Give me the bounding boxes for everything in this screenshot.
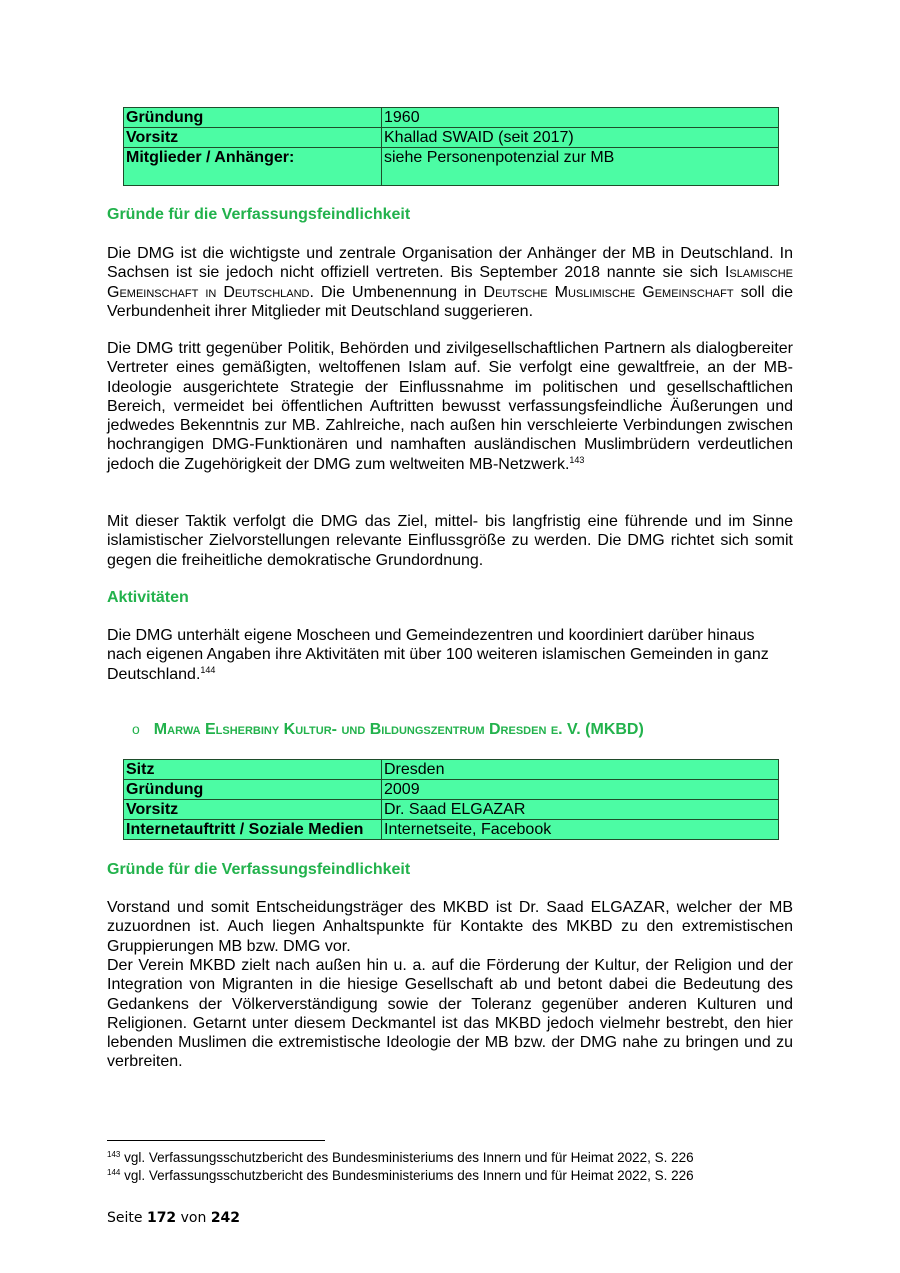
org-abbr: (MKBD) (580, 721, 644, 738)
table-row (124, 780, 779, 800)
row-label: Sitz (124, 760, 382, 780)
row-label: Vorsitz (124, 128, 382, 148)
row-value: siehe Personenpotenzial zur MB (382, 148, 779, 186)
paragraph (107, 339, 793, 474)
footnote-reference: 143 (569, 454, 585, 465)
row-label: Gründung (124, 780, 382, 800)
current-page: 172 (146, 1210, 177, 1226)
paragraph (107, 244, 793, 321)
table-row (124, 128, 779, 148)
footnote-divider (107, 1140, 325, 1141)
org-name-smallcaps: Deutsche Muslimische Gemeinschaft (483, 283, 734, 301)
paragraph: Der Verein MKBD zielt nach außen hin u. a. auf die Förderung der Kultur, der Religion und der Integration von Migranten in die hiesige Gesellschaft ab und betont dabei die Bedeutung des Gedankens der Völkerverständigung sowie der Toleranz gegenüber anderen Kulturen und Religionen. Getarnt unter diesem Deckmantel ist das MKBD jedoch vielmehr bestrebt, den hier lebenden Muslimen die extremistische Ideologie der MB bzw. der DMG nahe zu bringen und zu verbreiten. (107, 957, 793, 1071)
row-label: Vorsitz (124, 800, 382, 820)
row-label: Gründung (124, 108, 382, 128)
text-span: Die DMG ist die wichtigste und zentrale Organisation der Anhänger der MB in Deutschland. In Sachsen ist sie jedoch nicht offiziell vertreten. Bis September 2018 nannte sie sich (107, 245, 793, 282)
text-span: soll die Verbundenheit ihrer Mitglieder mit Deutschland suggerieren. (107, 283, 793, 320)
paragraph (107, 626, 787, 684)
row-value: Khallad SWAID (seit 2017) (382, 128, 779, 148)
row-value: 1960 (382, 108, 779, 128)
footer-text: Seite (107, 1210, 147, 1226)
section-heading: Aktivitäten (107, 589, 189, 606)
org-name-smallcaps: Islamische Gemeinschaft in Deutschland (107, 264, 793, 301)
footnote (107, 1168, 694, 1184)
total-pages: 242 (210, 1210, 241, 1226)
footnote (107, 1150, 694, 1166)
footer-text: von (176, 1210, 211, 1226)
table-row (124, 800, 779, 820)
row-label: Mitglieder / Anhänger: (124, 148, 382, 186)
bullet-circle-icon: o (132, 721, 140, 737)
page-number (107, 1210, 240, 1226)
table-row (124, 760, 779, 780)
text-span: Die DMG tritt gegenüber Politik, Behörden und zivilgesellschaftlichen Partnern als dialogbereiter Vertreter eines gemäßigten, weltoffenen Islam auf. Sie verfolgt eine gewaltfreie, an der MB-Ideologie ausgerichtete Strategie der Einflussnahme im politischen und gesellschaftlichen Bereich, vermeidet bei öffentlichen Auftritten bewusst verfassungsfeindliche Äußerungen und jedwedes Bekenntnis zur MB. Zahlreiche, nach außen hin verschleierte Verbindungen zwischen hochrangigen DMG-Funktionären und namhaften ausländischen Muslimbrüdern verdeutlichen jedoch die Zugehörigkeit der DMG zum weltweiten MB-Netzwerk. (107, 340, 793, 473)
text-span: Die DMG unterhält eigene Moscheen und Gemeindezentren und koordiniert darüber hinaus nach eigenen Angaben ihre Aktivitäten mit über 100 weiteren islamischen Gemeinden in ganz Deutschland. (107, 627, 769, 683)
footnote-number: 143 (107, 1150, 121, 1159)
section-heading: Gründe für die Verfassungsfeindlichkeit (107, 206, 411, 223)
paragraph (107, 512, 793, 570)
row-value: Dr. Saad ELGAZAR (382, 800, 779, 820)
org-title: Marwa Elsherbiny Kultur- und Bildungszentrum Dresden e. V. (153, 721, 581, 738)
paragraph: Vorstand und somit Entscheidungsträger des MKBD ist Dr. Saad ELGAZAR, welcher der MB zuzuordnen ist. Auch liegen Anhaltspunkte für Kontakte des MKBD zu den extremistischen Gruppierungen MB bzw. DMG vor. (107, 899, 793, 955)
row-value: Internetseite, Facebook (382, 820, 779, 840)
table-row (124, 820, 779, 840)
table-row (124, 148, 779, 186)
row-value: 2009 (382, 780, 779, 800)
org-heading (132, 719, 644, 740)
footnote-number: 144 (107, 1168, 121, 1177)
fact-table-mkbd (123, 759, 779, 840)
footnote-reference: 144 (200, 664, 216, 675)
footnote-text: vgl. Verfassungsschutzbericht des Bundesministeriums des Innern und für Heimat 2022, S. 226 (120, 1168, 694, 1183)
text-span: . Die Umbenennung in (309, 283, 484, 301)
row-label: Internetauftritt / Soziale Medien (124, 820, 382, 840)
table-row (124, 108, 779, 128)
fact-table-dmg (123, 107, 779, 186)
row-value: Dresden (382, 760, 779, 780)
text-span: Mit dieser Taktik verfolgt die DMG das Ziel, mittel- bis langfristig eine führende und im Sinne islamistischer Zielvorstellungen relevante Einflussgröße zu werden. Die DMG richtet sich somit gegen die freiheitliche demokratische Grundordnung. (107, 513, 793, 569)
section-heading: Gründe für die Verfassungsfeindlichkeit (107, 861, 411, 878)
footnote-text: vgl. Verfassungsschutzbericht des Bundesministeriums des Innern und für Heimat 2022, S. 226 (120, 1150, 694, 1165)
